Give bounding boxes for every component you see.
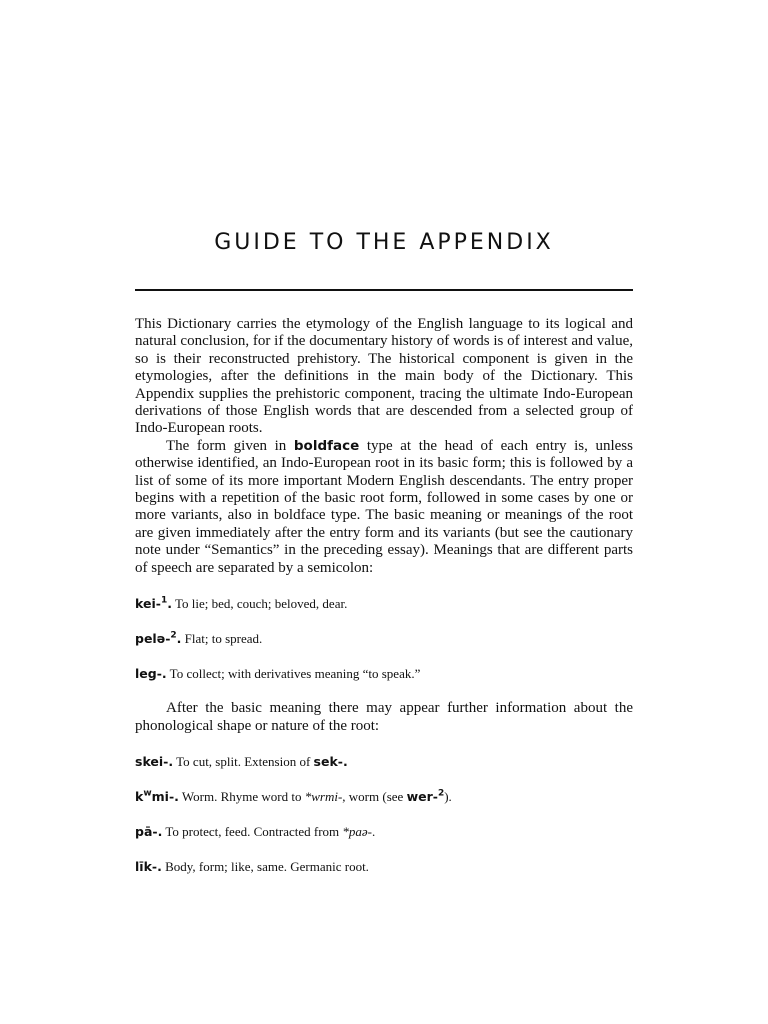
entry-lik-root: līk-. [135,858,162,874]
entry-kei [135,595,633,612]
paragraph-boldface-pre: The form given in [166,437,294,454]
entry-pa [135,823,633,840]
entry-pele-period: . [176,631,182,647]
title-rule [135,289,633,291]
entry-kei-sup: 1 [160,595,168,606]
entry-pele [135,630,633,647]
entry-leg [135,665,633,682]
entry-skei-root: skei-. [135,753,174,769]
entry-pa-text-b: . [372,823,376,839]
entry-skei-ref: sek-. [313,753,348,769]
entry-leg-root: leg-. [135,666,167,682]
entry-kwmi-text-b: , worm (see [342,788,407,804]
entry-pele-text: Flat; to spread. [181,631,263,647]
entry-skei [135,753,633,770]
entry-kwmi-text-c: ). [444,788,452,804]
entry-lik [135,858,633,875]
entry-pele-sup: 2 [170,630,177,641]
entry-kwmi-root-b: mi-. [151,788,179,804]
entry-lik-text: Body, form; like, same. Germanic root. [161,858,369,874]
page-title: GUIDE TO THE APPENDIX [214,230,554,255]
entry-kwmi-ref: wer- [406,788,438,804]
paragraph-boldface [135,438,633,577]
entry-kei-period: . [167,596,172,612]
paragraph-intro: This Dictionary carries the etymology of the English language to its logical and natural conclusion, for if the documentary history of words is of interest and value, so is their reconstructed prehistory. The historical component is given in the etymologies, after the definitions in the main body of the Dictionary. This Appendix supplies the prehistoric component, tracing the ultimate Indo-European derivations of those English words that are descended from a selected group of Indo-European roots. [135,316,633,437]
entry-kwmi-text-a: Worm. Rhyme word to [178,788,305,804]
boldface-word: boldface [293,437,360,454]
entry-kei-text: To lie; bed, couch; beloved, dear. [171,596,348,612]
entry-kwmi-root-sup: w [143,788,152,799]
entry-pa-star-form: *paə- [342,823,373,839]
entry-skei-text: To cut, split. Extension of [173,753,314,769]
entry-kei-root: kei- [135,596,161,612]
entry-kwmi-ref-sup: 2 [437,788,445,799]
entry-kwmi-star-form: *wrmi- [304,788,343,804]
body-text [135,316,633,875]
entry-pa-text-a: To protect, feed. Contracted from [162,823,343,839]
entry-leg-text: To collect; with derivatives meaning “to speak.” [166,666,421,682]
entry-pa-root: pā-. [135,823,163,839]
entry-kwmi-root-a: k [135,788,144,804]
paragraph-phonology: After the basic meaning there may appear further information about the phonological shape or nature of the root: [135,700,633,734]
paragraph-boldface-post: type at the head of each entry is, unless otherwise identified, an Indo-European root in its basic form; this is followed by a list of some of its more important Modern English descendants. The entry proper begins with a repetition of the basic root form, followed in some cases by one or more variants, also in boldface type. The basic meaning or meanings of the root are given immediately after the entry form and its variants (but see the cautionary note under “Semantics” in the preceding essay). Meanings that are different parts of speech are separated by a semicolon: [135,437,633,576]
entry-pele-root: pelə- [135,631,171,647]
entry-kwmi [135,788,633,805]
